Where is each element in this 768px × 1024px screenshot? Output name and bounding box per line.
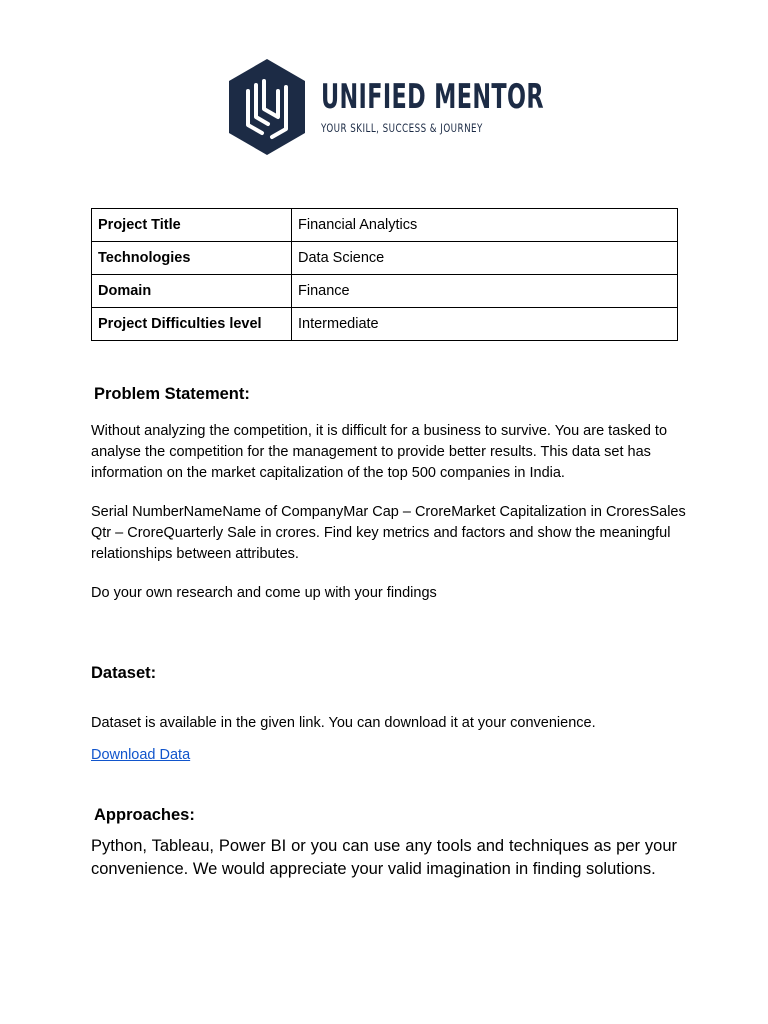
logo-brand-name: UNIFIED MENTOR xyxy=(321,77,544,117)
project-title-label: Project Title xyxy=(92,209,292,242)
approaches-text: Python, Tableau, Power BI or you can use any tools and techniques as per your convenience. We would appreciate your valid imagination in finding solutions. xyxy=(91,837,677,878)
project-info-table xyxy=(91,208,678,341)
table-row xyxy=(92,275,678,308)
table-row xyxy=(92,209,678,242)
logo-hexagon-icon xyxy=(226,57,308,157)
problem-statement-heading: Problem Statement: xyxy=(94,385,250,403)
domain-label: Domain xyxy=(92,275,292,308)
project-title-value: Financial Analytics xyxy=(292,209,678,242)
problem-paragraph-2: Serial NumberNameName of CompanyMar Cap – CroreMarket Capitalization in CroresSales Qtr – CroreQuarterly Sale in crores. Find key metrics and factors and show the meaningful relationships between attributes. xyxy=(91,504,686,562)
difficulty-label: Project Difficulties level xyxy=(92,308,292,341)
dataset-heading: Dataset: xyxy=(91,664,157,682)
domain-value: Finance xyxy=(292,275,678,308)
technologies-value: Data Science xyxy=(292,242,678,275)
problem-paragraph-1: Without analyzing the competition, it is difficult for a business to survive. You are tasked to analyse the competition for the management to provide better results. This data set has information on the market capitalization of the top 500 companies in India. xyxy=(91,423,668,481)
logo-tagline: YOUR SKILL, SUCCESS & JOURNEY xyxy=(321,121,483,135)
table-row xyxy=(92,242,678,275)
problem-paragraph-3: Do your own research and come up with your findings xyxy=(91,585,437,601)
approaches-heading: Approaches: xyxy=(94,806,195,824)
difficulty-value: Intermediate xyxy=(292,308,678,341)
technologies-label: Technologies xyxy=(92,242,292,275)
unified-mentor-logo xyxy=(226,57,544,159)
dataset-text: Dataset is available in the given link. You can download it at your convenience. xyxy=(91,715,596,731)
table-row xyxy=(92,308,678,341)
download-data-link[interactable]: Download Data xyxy=(91,747,191,763)
